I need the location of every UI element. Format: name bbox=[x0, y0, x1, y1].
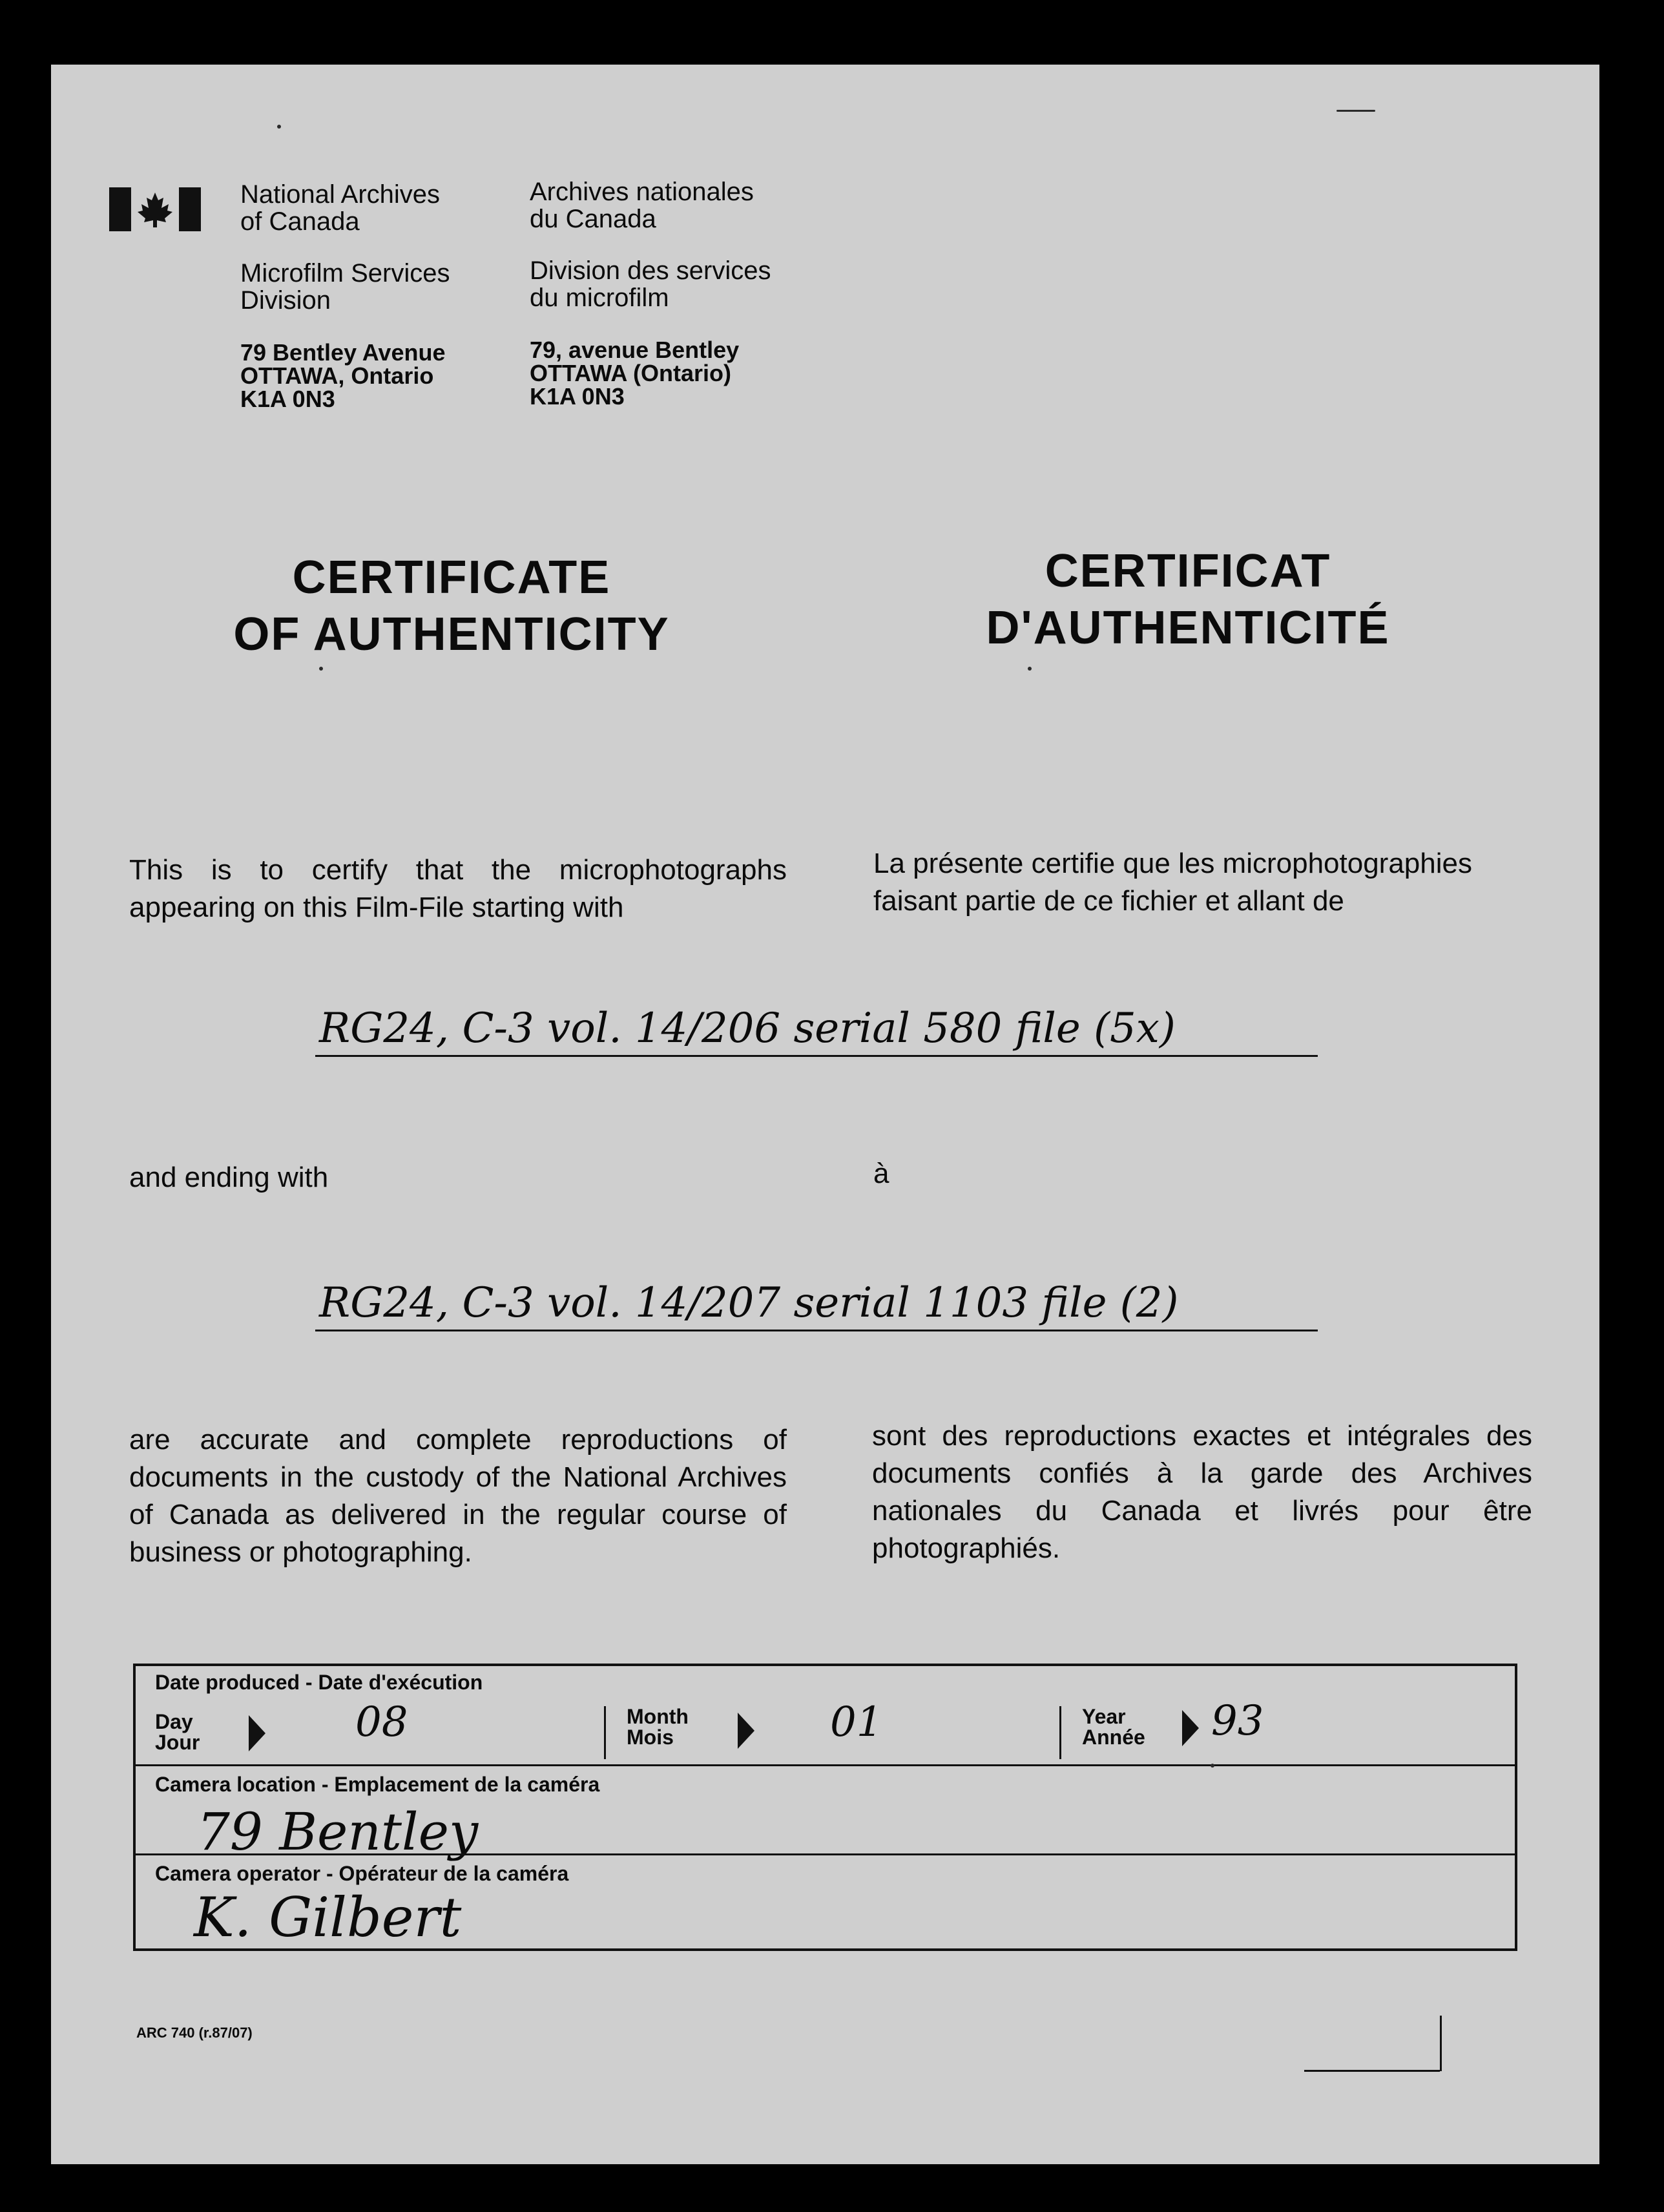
day-month-divider bbox=[604, 1706, 606, 1759]
header-address-fr: 79, avenue Bentley OTTAWA (Ontario) K1A 0N3 bbox=[530, 337, 740, 410]
statement-en: are accurate and complete reproductions of documents in the custody of the National Archives of Canada as delivered in the regular course of business or photographing. bbox=[129, 1424, 787, 1568]
corner-mark-horizontal bbox=[1304, 2070, 1440, 2072]
intro-en: This is to certify that the microphotographs appearing on this Film-File starting with bbox=[129, 854, 787, 923]
ending-label-en: and ending with bbox=[129, 1162, 329, 1193]
title-en: CERTIFICATE OF AUTHENTICITY bbox=[233, 552, 670, 660]
canada-flag-icon bbox=[109, 187, 201, 231]
day-label: Day Jour bbox=[155, 1710, 200, 1754]
scan-speck bbox=[277, 125, 281, 129]
form-code: ARC 740 (r.87/07) bbox=[136, 2025, 253, 2041]
certificate-sheet bbox=[51, 65, 1599, 2164]
month-label: Month Mois bbox=[627, 1705, 689, 1749]
header-division-en: Microfilm Services Division bbox=[240, 259, 450, 315]
header-org-fr: Archives nationales du Canada bbox=[530, 178, 754, 233]
month-arrow-icon bbox=[738, 1713, 754, 1749]
header-division-fr: Division des services du microfilm bbox=[530, 256, 771, 312]
title-fr: CERTIFICAT D'AUTHENTICITÉ bbox=[986, 545, 1390, 654]
scan-speck bbox=[319, 667, 323, 671]
camera-operator-signature: K. Gilbert bbox=[194, 1886, 462, 1949]
header-address-en: 79 Bentley Avenue OTTAWA, Ontario K1A 0N3 bbox=[240, 339, 446, 412]
corner-mark-vertical bbox=[1440, 2016, 1442, 2071]
year-arrow-icon bbox=[1182, 1710, 1199, 1746]
start-reference: RG24, C-3 vol. 14/206 serial 580 file (5x) bbox=[315, 1005, 1318, 1057]
camera-location-label: Camera location - Emplacement de la caméra bbox=[155, 1773, 600, 1796]
intro-fr: La présente certifie que les microphotographies faisant partie de ce fichier et allant de bbox=[873, 848, 1472, 917]
production-details-form bbox=[133, 1664, 1517, 1951]
end-reference: RG24, C-3 vol. 14/207 serial 1103 file (2) bbox=[315, 1279, 1318, 1331]
camera-operator-label: Camera operator - Opérateur de la caméra bbox=[155, 1862, 569, 1885]
date-produced-label: Date produced - Date d'exécution bbox=[155, 1671, 483, 1694]
scan-speck bbox=[1336, 110, 1375, 112]
year-label: Year Année bbox=[1082, 1705, 1145, 1749]
row-divider-2 bbox=[136, 1853, 1515, 1855]
row-divider-1 bbox=[136, 1764, 1515, 1766]
month-value: 01 bbox=[830, 1698, 883, 1746]
camera-location-value: 79 Bentley bbox=[197, 1802, 479, 1862]
month-year-divider bbox=[1059, 1706, 1061, 1759]
scan-speck bbox=[1211, 1764, 1214, 1768]
day-value: 08 bbox=[355, 1698, 408, 1746]
statement-fr: sont des reproductions exactes et intégrales des documents confiés à la garde des Archives nationales du Canada et livrés pour être photographiés. bbox=[872, 1420, 1532, 1564]
year-value: 93 bbox=[1211, 1697, 1264, 1745]
day-arrow-icon bbox=[249, 1715, 265, 1751]
scan-speck bbox=[1028, 667, 1032, 671]
header-org-en: National Archives of Canada bbox=[240, 180, 441, 236]
ending-label-fr: à bbox=[873, 1158, 889, 1189]
